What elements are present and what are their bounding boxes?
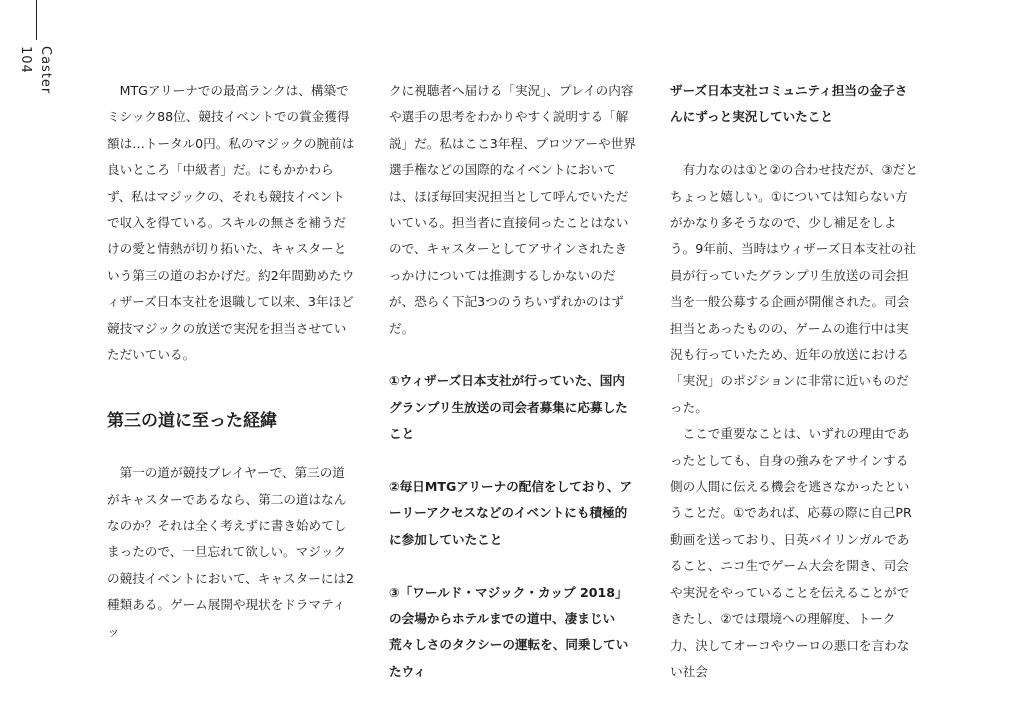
column-2 xyxy=(389,78,637,685)
list-item-3-continued: ザーズ日本支社コミュニティ担当の金子さんにずっと実況していたこと xyxy=(670,83,908,125)
section-title: Caster xyxy=(38,46,53,95)
column2-paragraph-1: クに視聴者へ届ける「実況」、プレイの内容や選手の思考をわかりやすく説明する「解説」だ。私はここ3年程、プロツアーや世界選手権などの国際的なイベントにおいては、ほぼ毎回実況担当として呼んでいただいている。担当者に直接伺ったことはないので、キャスターとしてアサインされたきっかけについては推測するしかないのだが、恐らく下記3つのうちいずれかのはずだ。 xyxy=(389,83,636,336)
side-label xyxy=(18,46,58,106)
column1-paragraph-2: 第一の道が競技プレイヤーで、第三の道がキャスターであるなら、第二の道はなんなのか？それは全く考えずに書き始めてしまったので、一旦忘れて欲しい。マジックの競技イベントにおいて、キャスターには2種類ある。ゲーム展開や現状をドラマティッ xyxy=(107,465,355,639)
page-number: 104 xyxy=(18,46,33,74)
list-item-3: ③「ワールド・マジック・カップ 2018」の会場からホテルまでの道中、凄まじい荒々しさのタクシーの運転を、同乗していたウィ xyxy=(389,584,629,679)
column3-paragraph-1: 有力なのは①と②の合わせ技だが、③だとちょっと嬉しい。①については知らない方がかなり多そうなので、少し補足をしよう。9年前、当時はウィザーズ日本支社の社員が行っていたグランプリ生放送の司会担当を一般公募する企画が開催された。司会担当とあったものの、ゲームの進行中は実況も行っていたため、近年の放送における「実況」のポジションに非常に近いものだった。 xyxy=(670,162,918,415)
list-item-2: ②毎日MTGアリーナの配信をしており、アーリーアクセスなどのイベントにも積極的に参加していたこと xyxy=(389,479,633,547)
column1-paragraph-1: MTGアリーナでの最高ランクは、構築でミシック88位、競技イベントでの賞金獲得額は…トータル0円。私のマジックの腕前は良いところ「中級者」だ。にもかかわらず、私はマジックの、それも競技イベントで収入を得ている。スキルの無さを補うだけの愛と情熱が切り拓いた、キャスターという第三の道のおかげだ。約2年間勤めたウィザーズ日本支社を退職して以来、3年ほど競技マジックの放送で実況を担当させていただいている。 xyxy=(107,83,355,363)
column-1 xyxy=(107,78,355,645)
column-3 xyxy=(670,78,918,685)
section-heading: 第三の道に至った経緯 xyxy=(107,410,277,431)
list-item-1: ①ウィザーズ日本支社が行っていた、国内グランプリ生放送の司会者募集に応募したこと xyxy=(389,373,628,442)
side-rule xyxy=(36,0,37,40)
column3-paragraph-2: ここで重要なことは、いずれの理由であったとしても、自身の強みをアサインする側の人間に伝える機会を逃さなかったということだ。①であれば、応募の際に自己PR動画を送っており、日英バイリンガルであること、ニコ生でゲーム大会を開き、司会や実況をやっていることを伝えることができたし、②では環境への理解度、トーク力、決してオーコやウーロの悪口を言わない社会 xyxy=(670,426,912,679)
